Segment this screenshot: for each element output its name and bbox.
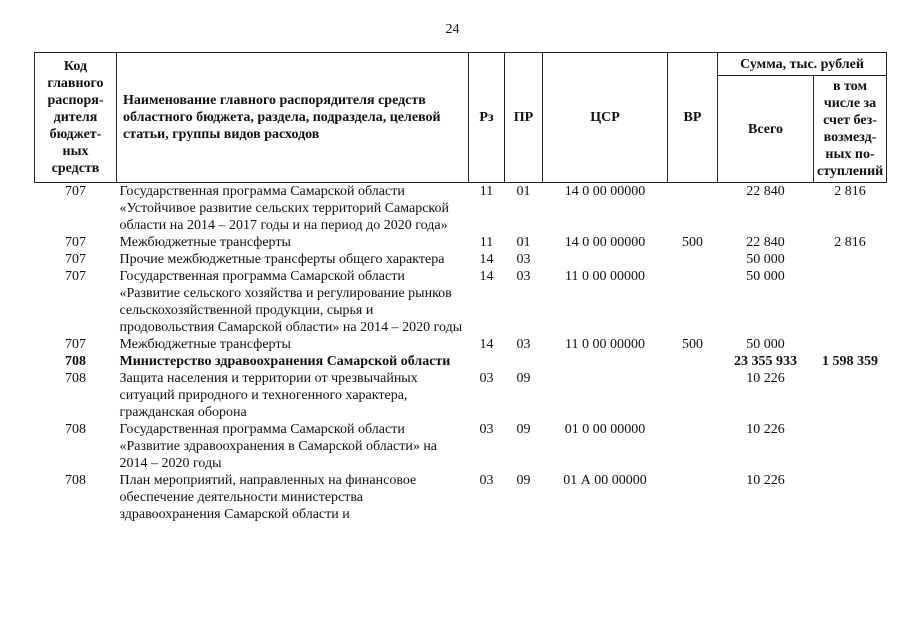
table-body [35,183,887,524]
cell-vr [668,421,718,472]
cell-vr: 500 [682,337,703,352]
cell-pr: 03 [516,252,531,267]
cell-pr: 09 [516,422,531,437]
cell-free: 1 598 359 [822,354,878,369]
table-row [35,472,887,523]
cell-code: 708 [65,371,86,386]
cell-rz: 14 [479,252,494,267]
cell-vr [668,268,718,336]
cell-code: 708 [65,422,86,437]
cell-name: Прочие межбюджетные трансферты общего характера [119,252,445,267]
cell-pr: 09 [516,473,531,488]
header-vr: ВР [668,53,718,183]
cell-code: 707 [65,269,86,284]
cell-vr [668,353,718,370]
header-total: Всего [718,76,814,183]
table-row [35,421,887,472]
cell-name: Министерство здравоохранения Самарской области [119,354,451,369]
cell-name: Государственная программа Самарской области «Устойчивое развитие сельских территорий Самарской области на 2014 – 2017 годы и на период до 2020 года» [119,184,450,233]
header-code: Код главного распоря-дителя бюджет-ных средств [35,53,117,183]
cell-pr: 03 [516,269,531,284]
cell-rz [469,353,505,370]
cell-csr: 01 0 00 00000 [564,422,646,437]
cell-free [814,472,887,523]
cell-code: 708 [65,354,86,369]
cell-total: 22 840 [746,184,785,199]
cell-name: Защита населения и территории от чрезвычайных ситуаций природного и техногенного характера, гражданская оборона [119,371,418,420]
header-free: в том числе за счет без-возмезд-ных по-ступлений [814,76,887,183]
cell-csr [543,370,668,421]
cell-total: 10 226 [746,473,785,488]
cell-total: 23 355 933 [734,354,797,369]
budget-table [34,52,887,523]
cell-vr [668,251,718,268]
cell-total: 50 000 [746,337,785,352]
cell-free [814,336,887,353]
cell-csr: 01 А 00 00000 [563,473,647,488]
cell-free [814,370,887,421]
cell-rz: 03 [479,371,494,386]
table-row [35,336,887,353]
cell-name: Межбюджетные трансферты [119,235,291,250]
cell-code: 707 [65,252,86,267]
cell-rz: 11 [479,235,494,250]
header-rz: Рз [469,53,505,183]
cell-pr: 01 [516,184,531,199]
cell-code: 707 [65,184,86,199]
cell-rz: 14 [479,337,494,352]
cell-free [814,421,887,472]
cell-csr: 14 0 00 00000 [564,235,646,250]
cell-csr [543,251,668,268]
cell-code: 707 [65,337,86,352]
cell-name: Межбюджетные трансферты [119,337,291,352]
cell-total: 50 000 [746,252,785,267]
cell-name: Государственная программа Самарской области «Развитие здравоохранения в Самарской области» на 2014 – 2020 годы [119,422,438,471]
cell-total: 10 226 [746,422,785,437]
cell-pr: 03 [516,337,531,352]
header-csr: ЦСР [543,53,668,183]
cell-total: 50 000 [746,269,785,284]
cell-name: Государственная программа Самарской области «Развитие сельского хозяйства и регулирование рынков сельскохозяйственной продукции, сырья и продовольствия Самарской области» на 2014 – 2020 годы [119,269,463,335]
cell-rz: 14 [479,269,494,284]
cell-csr: 11 0 00 00000 [565,269,645,284]
cell-csr [543,353,668,370]
header-sum: Сумма, тыс. рублей [718,53,887,76]
cell-total: 22 840 [746,235,785,250]
cell-free [814,268,887,336]
cell-free: 2 816 [834,235,866,250]
cell-vr [668,472,718,523]
header-pr: ПР [505,53,543,183]
cell-csr: 11 0 00 00000 [565,337,645,352]
cell-code: 708 [65,473,86,488]
table-row [35,370,887,421]
cell-name: План мероприятий, направленных на финансовое обеспечение деятельности министерства здравоохранения Самарской области и [119,473,417,522]
table-row [35,234,887,251]
cell-rz: 11 [479,184,494,199]
cell-code: 707 [65,235,86,250]
table-row [35,183,887,235]
table-row [35,353,887,370]
cell-pr: 09 [516,371,531,386]
header-name: Наименование главного распорядителя средств областного бюджета, раздела, подраздела, целевой статьи, группы видов расходов [117,53,469,183]
cell-vr: 500 [682,235,703,250]
cell-rz: 03 [479,422,494,437]
cell-vr [668,370,718,421]
cell-pr [505,353,543,370]
cell-rz: 03 [479,473,494,488]
cell-pr: 01 [516,235,531,250]
table-row [35,268,887,336]
table-row [35,251,887,268]
cell-free [814,251,887,268]
cell-vr [668,183,718,235]
table-header [35,53,887,183]
cell-total: 10 226 [746,371,785,386]
cell-free: 2 816 [834,184,866,199]
cell-csr: 14 0 00 00000 [564,184,646,199]
page-number: 24 [445,22,460,37]
